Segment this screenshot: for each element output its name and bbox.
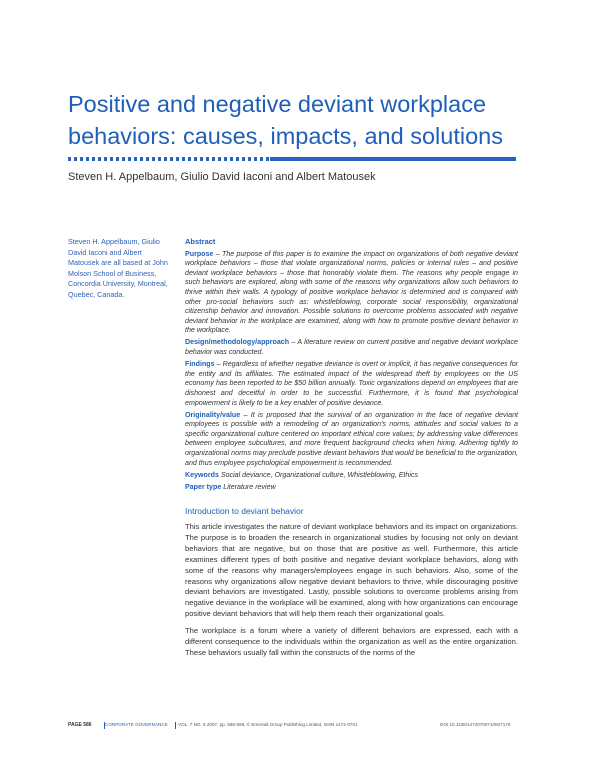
design-text: – A literature review on current positive and negative deviant workplace behavior was conducted.: [185, 338, 518, 357]
abstract-block: [185, 237, 518, 495]
section-body: [185, 522, 518, 665]
footer-journal-name: CORPORATE GOVERNANCE: [105, 722, 168, 727]
abstract-design: [185, 338, 518, 357]
abstract-findings: [185, 360, 518, 408]
abstract-papertype: [185, 483, 518, 493]
abstract-heading: Abstract: [185, 237, 216, 246]
design-label: Design/methodology/approach: [185, 338, 290, 347]
abstract-originality: [185, 411, 518, 469]
body-paragraph: The workplace is a forum where a variety of different behaviors are expressed, each with a different consequence to the individuals within the organization as well as the entire organization. These behaviors usually fall within the constructs of the norms of the: [185, 626, 518, 657]
footer-page-number: PAGE 586: [68, 722, 92, 728]
originality-label: Originality/value: [185, 410, 241, 419]
findings-label: Findings: [185, 360, 215, 369]
footer-doi: DOI 10.1108/14720700710827176: [440, 722, 511, 727]
page-footer: [68, 722, 518, 732]
author-affiliation: Steven H. Appelbaum, Giulio David Iaconi and Albert Matousek are all based at John Molson School of Business, Concordia University, Montreal, Quebec, Canada.: [68, 237, 168, 299]
footer-separator: [175, 722, 176, 729]
papertype-label: Paper type: [185, 483, 222, 492]
title-rule-solid: [270, 157, 516, 161]
keywords-text: Social deviance, Organizational culture, Whistleblowing, Ethics: [218, 471, 419, 480]
author-list: Steven H. Appelbaum, Giulio David Iaconi and Albert Matousek: [68, 171, 376, 183]
body-paragraph: This article investigates the nature of deviant workplace behaviors and its impact on organizations. The purpose is to broaden the research in organizational studies by focusing not only on deviant behaviors that are negative, but on those that are positive as well. Furthermore, this article examines different types of both positive and negative deviant workplace behaviors, along with some of the reasons why managers/employees engage in such behaviors. Also, some of the reasons why organizations allow negative deviant behaviors to thrive, while discouraging positive deviant behaviors are investigated. Lastly, possible solutions to overcome problems arising from negative deviance in the workplace will be examined, along with how organizations can encourage positive deviant behaviors that will help them reach their organizational goals.: [185, 522, 518, 619]
purpose-label: Purpose: [185, 249, 214, 258]
papertype-text: Literature review: [221, 483, 276, 492]
originality-text: – It is proposed that the survival of an organization in the face of negative deviant employees is possible with a remodeling of an organization's norms, attitudes and social values to a specific organizational culture centered on important ethical core values; by addressing value differences between employee subcultures, and more frequent background checks when hiring. Adhering tightly to organizational norms may preclude positive deviant behaviors that would be beneficial to the organization, and thus employee psychological empowerment is recommended.: [185, 410, 518, 467]
keywords-label: Keywords: [185, 471, 219, 480]
abstract-keywords: [185, 471, 518, 481]
footer-volume-info: VOL. 7 NO. 5 2007, pp. 586-598, © Emerald Group Publishing Limited, ISSN 1472-0701: [178, 722, 358, 727]
section-heading: Introduction to deviant behavior: [185, 506, 304, 516]
purpose-text: – The purpose of this paper is to examine the impact on organizations of both negative deviant workplace behaviors – those that violate organizational norms, policies or internal rules – and positive deviant workplace behaviors – those that honorably violate them. The reasons why people engage in such behaviors are explored, along with some of the reasons why organizations allow such behaviors to thrive within their walls. A typology of positive workplace behavior is determined and is compared with other pro-social behaviors such as: whistleblowing, corporate social responsibility, organizational citizenship behavior and innovation. Possible solutions to overcome problems associated with negative deviant behavior in the workplace are examined, along with how to promote positive deviant behavior in the workplace.: [185, 249, 518, 335]
findings-text: – Regardless of whether negative deviance is overt or implicit, it has negative consequences for the entity and its affiliates. The estimated impact of the widespread theft by employees on the US economy has been reported to be $50 billion annually. Toxic organizations depend on employees that are dishonest and deceitful in order to be successful. Furthermore, it is found that psychological empowerment is likely to be a key enabler of positive deviance.: [185, 360, 518, 407]
paper-title: Positive and negative deviant workplace behaviors: causes, impacts, and solutions: [68, 91, 503, 149]
abstract-purpose: [185, 250, 518, 336]
